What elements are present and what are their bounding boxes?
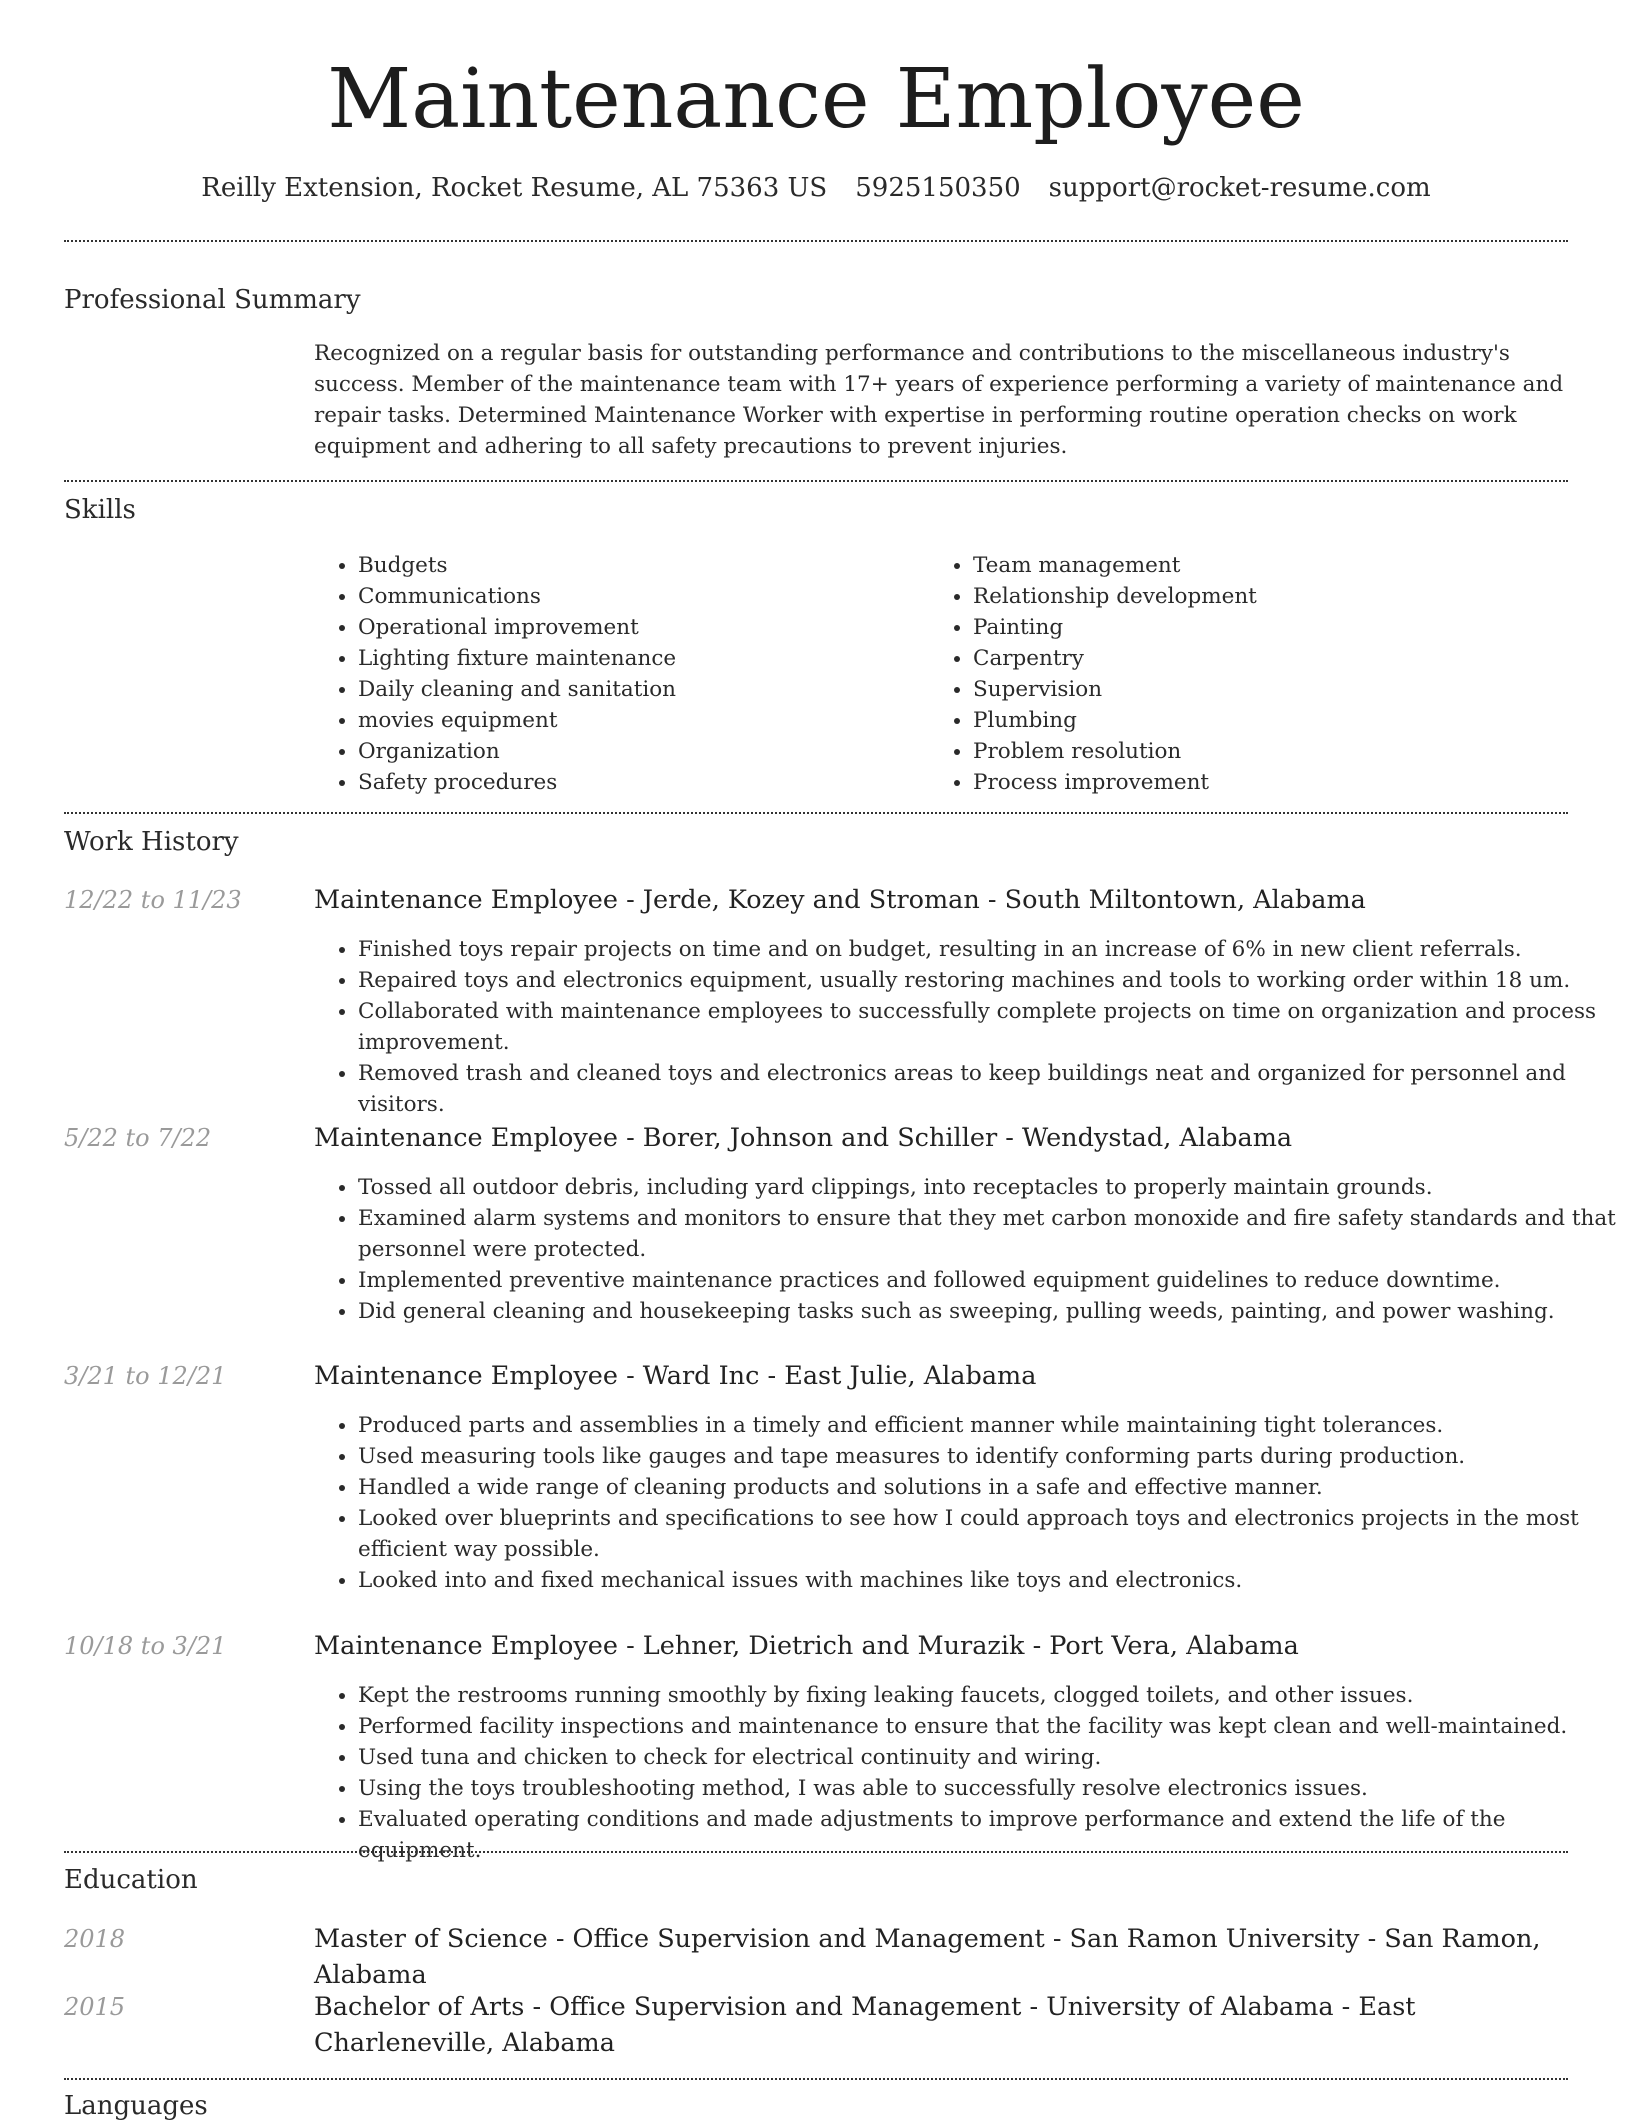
skill-item: • Safety procedures — [358, 767, 918, 798]
skill-item: • Relationship development — [973, 581, 1533, 612]
skill-item: • Organization — [358, 736, 918, 767]
divider — [64, 480, 1568, 482]
contact-phone: 5925150350 — [855, 173, 1021, 203]
skill-item: • Carpentry — [973, 643, 1533, 674]
skill-item: • Daily cleaning and sanitation — [358, 674, 918, 705]
education-year: 2015 — [64, 1993, 126, 2021]
section-heading-summary: Professional Summary — [64, 285, 361, 315]
job-bullet: • Did general cleaning and housekeeping tasks such as sweeping, pulling weeds, painting, and power washing. — [358, 1296, 1620, 1327]
job-bullet: • Looked over blueprints and specifications to see how I could approach toys and electronics projects in the most efficient way possible. — [358, 1503, 1620, 1565]
skill-item: • Plumbing — [973, 705, 1533, 736]
job-dates: 3/21 to 12/21 — [64, 1362, 227, 1390]
job-bullet: • Used tuna and chicken to check for electrical continuity and wiring. — [358, 1742, 1620, 1773]
education-year: 2018 — [64, 1925, 126, 1953]
job-dates: 12/22 to 11/23 — [64, 886, 242, 914]
education-degree: Master of Science - Office Supervision and Management - San Ramon University - San Ramon, Alabama — [314, 1924, 1541, 1990]
education-degree: Bachelor of Arts - Office Supervision and Management - University of Alabama - East Charleneville, Alabama — [314, 1992, 1416, 2058]
skill-item: • Communications — [358, 581, 918, 612]
skills-list-right — [929, 550, 1533, 798]
divider — [64, 240, 1568, 242]
skill-item: • Problem resolution — [973, 736, 1533, 767]
job-bullet: • Finished toys repair projects on time and on budget, resulting in an increase of 6% in new client referrals. — [358, 934, 1620, 965]
job-bullet: • Handled a wide range of cleaning products and solutions in a safe and effective manner. — [358, 1472, 1620, 1503]
page-title: Maintenance Employee — [327, 52, 1305, 147]
contact-line — [0, 168, 1632, 208]
job-bullet: • Evaluated operating conditions and made adjustments to improve performance and extend the life of the equipment. — [358, 1804, 1620, 1866]
job-title: Maintenance Employee - Borer, Johnson and Schiller - Wendystad, Alabama — [314, 1123, 1293, 1153]
job-bullet: • Kept the restrooms running smoothly by fixing leaking faucets, clogged toilets, and other issues. — [358, 1680, 1620, 1711]
job-dates: 5/22 to 7/22 — [64, 1124, 212, 1152]
divider — [64, 812, 1568, 814]
section-heading-skills: Skills — [64, 495, 136, 525]
job-bullets — [314, 1680, 1620, 1866]
job-bullet: • Using the toys troubleshooting method, I was able to successfully resolve electronics issues. — [358, 1773, 1620, 1804]
skill-item: • Team management — [973, 550, 1533, 581]
job-bullet: • Used measuring tools like gauges and tape measures to identify conforming parts during production. — [358, 1441, 1620, 1472]
job-bullet: • Examined alarm systems and monitors to ensure that they met carbon monoxide and fire safety standards and that personnel were protected. — [358, 1203, 1620, 1265]
skill-item: • Budgets — [358, 550, 918, 581]
skills-list-left — [314, 550, 918, 798]
contact-address: Reilly Extension, Rocket Resume, AL 75363 US — [201, 173, 828, 203]
job-bullet: • Looked into and fixed mechanical issues with machines like toys and electronics. — [358, 1565, 1620, 1596]
contact-email: support@rocket-resume.com — [1048, 173, 1431, 203]
skill-item: • Process improvement — [973, 767, 1533, 798]
section-heading-work: Work History — [64, 827, 239, 857]
job-bullet: • Implemented preventive maintenance practices and followed equipment guidelines to reduce downtime. — [358, 1265, 1620, 1296]
skill-item: • Painting — [973, 612, 1533, 643]
skill-item: • Operational improvement — [358, 612, 918, 643]
job-bullet: • Repaired toys and electronics equipment, usually restoring machines and tools to working order within 18 um. — [358, 965, 1620, 996]
job-bullet: • Collaborated with maintenance employees to successfully complete projects on time on organization and process improvement. — [358, 996, 1620, 1058]
job-title: Maintenance Employee - Ward Inc - East Julie, Alabama — [314, 1361, 1037, 1391]
job-bullets — [314, 1172, 1620, 1327]
job-bullet: • Produced parts and assemblies in a timely and efficient manner while maintaining tight tolerances. — [358, 1410, 1620, 1441]
skill-item: • movies equipment — [358, 705, 918, 736]
job-bullet: • Performed facility inspections and maintenance to ensure that the facility was kept clean and well-maintained. — [358, 1711, 1620, 1742]
job-title: Maintenance Employee - Jerde, Kozey and Stroman - South Miltontown, Alabama — [314, 885, 1366, 915]
divider — [64, 1851, 1568, 1853]
job-bullets — [314, 1410, 1620, 1596]
summary-text: Recognized on a regular basis for outstanding performance and contributions to the miscellaneous industry's success. Member of the maintenance team with 17+ years of experience performing a variety of maintenance and repair tasks. Determined Maintenance Worker with expertise in performing routine operation checks on work equipment and adhering to all safety precautions to prevent injuries. — [314, 341, 1564, 459]
skill-item: • Lighting fixture maintenance — [358, 643, 918, 674]
section-heading-languages: Languages — [64, 2091, 208, 2121]
job-bullet: • Tossed all outdoor debris, including yard clippings, into receptacles to properly maintain grounds. — [358, 1172, 1620, 1203]
job-bullets — [314, 934, 1620, 1120]
section-heading-education: Education — [64, 1865, 198, 1895]
divider — [64, 2078, 1568, 2080]
skill-item: • Supervision — [973, 674, 1533, 705]
job-title: Maintenance Employee - Lehner, Dietrich and Murazik - Port Vera, Alabama — [314, 1631, 1299, 1661]
job-dates: 10/18 to 3/21 — [64, 1632, 227, 1660]
job-bullet: • Removed trash and cleaned toys and electronics areas to keep buildings neat and organized for personnel and visitors. — [358, 1058, 1620, 1120]
